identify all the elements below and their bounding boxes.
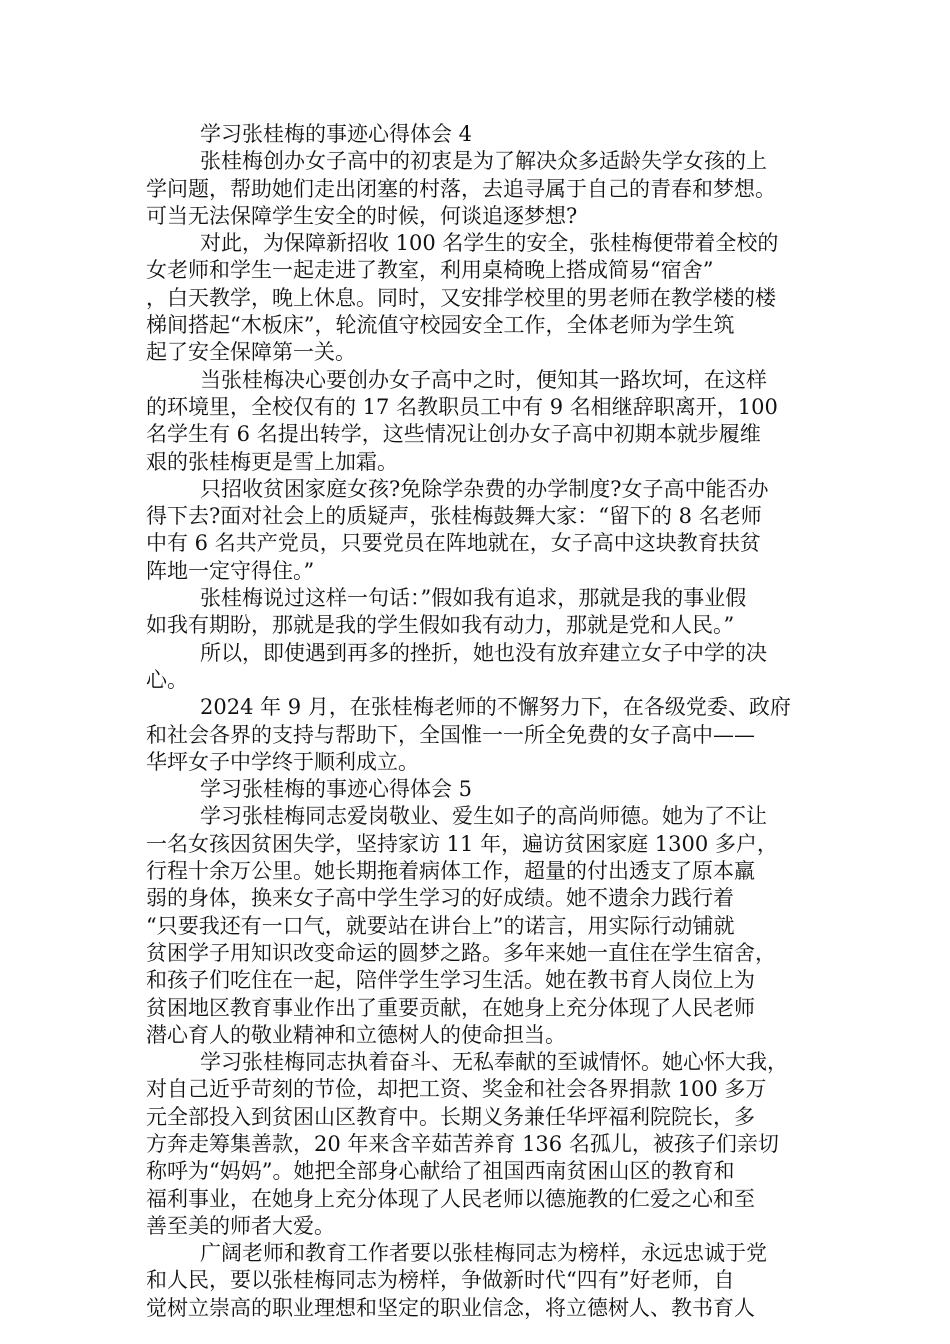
text-line: 学问题，帮助她们走出闭塞的村落，去追寻属于自己的青春和梦想。 (146, 176, 776, 201)
text-line: 可当无法保障学生安全的时候，何谈追逐梦想? (146, 203, 578, 228)
text-line: 称呼为“妈妈”。她把全部身心献给了祖国西南贫困山区的教育和 (146, 1159, 735, 1184)
text-line: 方奔走筹集善款，20 年来含辛茹苦养育 136 名孤儿，被孩子们亲切 (146, 1131, 779, 1156)
text-line: 弱的身体，换来女子高中学生学习的好成绩。她不遗余力践行着 (146, 886, 734, 911)
text-line: ，白天教学，晚上休息。同时，又安排学校里的男老师在教学楼的楼 (146, 285, 776, 310)
text-line: 广阔老师和教育工作者要以张桂梅同志为榜样，永远忠诚于党 (200, 1241, 767, 1266)
text-line: 起了安全保障第一关。 (146, 340, 356, 365)
text-line: 所以，即使遇到再多的挫折，她也没有放弃建立女子中学的决 (200, 640, 767, 665)
text-line: 和人民，要以张桂梅同志为榜样，争做新时代“四有”好老师，自 (146, 1268, 735, 1293)
text-line: 对自己近乎苛刻的节俭，却把工资、奖金和社会各界捐款 100 多万 (146, 1077, 767, 1102)
text-line: 女老师和学生一起走进了教室，利用桌椅晚上搭成简易“宿舍” (146, 258, 714, 283)
text-line: 学习张桂梅的事迹心得体会 4 (200, 122, 473, 146)
text-line: 名学生有 6 名提出转学，这些情况让创办女子高中初期本就步履维 (146, 422, 761, 447)
document-body (146, 121, 810, 1322)
text-line: 张桂梅创办女子高中的初衷是为了解决众多适龄失学女孩的上 (200, 149, 767, 174)
text-line: 梯间搭起“木板床”，轮流值守校园安全工作，全体老师为学生筑 (146, 313, 735, 338)
text-line: 2024 年 9 月，在张桂梅老师的不懈努力下，在各级党委、政府 (200, 695, 791, 720)
text-line: 当张桂梅决心要创办女子高中之时，便知其一路坎坷，在这样 (200, 367, 767, 392)
text-line: 元全部投入到贫困山区教育中。长期义务兼任华坪福利院院长，多 (146, 1104, 755, 1129)
text-line: 和社会各界的支持与帮助下，全国惟一一所全免费的女子高中—— (146, 722, 755, 747)
text-line: 对此，为保障新招收 100 名学生的安全，张桂梅便带着全校的 (200, 231, 779, 256)
text-line: 潜心育人的敬业精神和立德树人的使命担当。 (146, 1022, 566, 1047)
text-line: 学习张桂梅的事迹心得体会 5 (200, 777, 473, 802)
text-line: 如我有期盼，那就是我的学生假如我有动力，那就是党和人民。” (146, 613, 735, 638)
text-line: 学习张桂梅同志爱岗敬业、爱生如子的高尚师德。她为了不让 (200, 804, 767, 829)
text-line: 阵地一定守得住。” (146, 558, 315, 583)
text-line: 只招收贫困家庭女孩?免除学杂费的办学制度?女子高中能否办 (200, 476, 769, 501)
text-line: 得下去?面对社会上的质疑声，张桂梅鼓舞大家：“留下的 8 名老师 (146, 504, 762, 529)
text-line: 和孩子们吃住在一起，陪伴学生学习生活。她在教书育人岗位上为 (146, 968, 755, 993)
text-line: 贫困地区教育事业作出了重要贡献，在她身上充分体现了人民老师 (146, 995, 755, 1020)
text-line: 张桂梅说过这样一句话：”假如我有追求，那就是我的事业假 (200, 586, 747, 611)
text-line: 学习张桂梅同志执着奋斗、无私奉献的至诚情怀。她心怀大我， (200, 1050, 788, 1075)
text-line: 贫困学子用知识改变命运的圆梦之路。多年来她一直住在学生宿舍， (146, 940, 776, 965)
text-line: “只要我还有一口气，就要站在讲台上”的诺言，用实际行动铺就 (146, 913, 735, 938)
text-line: 觉树立崇高的职业理想和坚定的职业信念，将立德树人、教书育人 (146, 1295, 755, 1320)
text-line: 福利事业，在她身上充分体现了人民老师以德施教的仁爱之心和至 (146, 1186, 755, 1211)
text-line: 一名女孩因贫困失学，坚持家访 11 年，遍访贫困家庭 1300 多户， (146, 831, 778, 856)
text-line: 善至美的师者大爱。 (146, 1213, 335, 1238)
text-line: 的环境里，全校仅有的 17 名教职员工中有 9 名相继辞职离开，100 (146, 394, 778, 419)
text-line: 中有 6 名共产党员，只要党员在阵地就在，女子高中这块教育扶贫 (146, 531, 761, 556)
text-line: 行程十余万公里。她长期拖着病体工作，超量的付出透支了原本羸 (146, 859, 755, 884)
text-line: 艰的张桂梅更是雪上加霜。 (146, 449, 398, 474)
text-line: 华坪女子中学终于顺利成立。 (146, 749, 419, 774)
text-line: 心。 (146, 667, 188, 692)
